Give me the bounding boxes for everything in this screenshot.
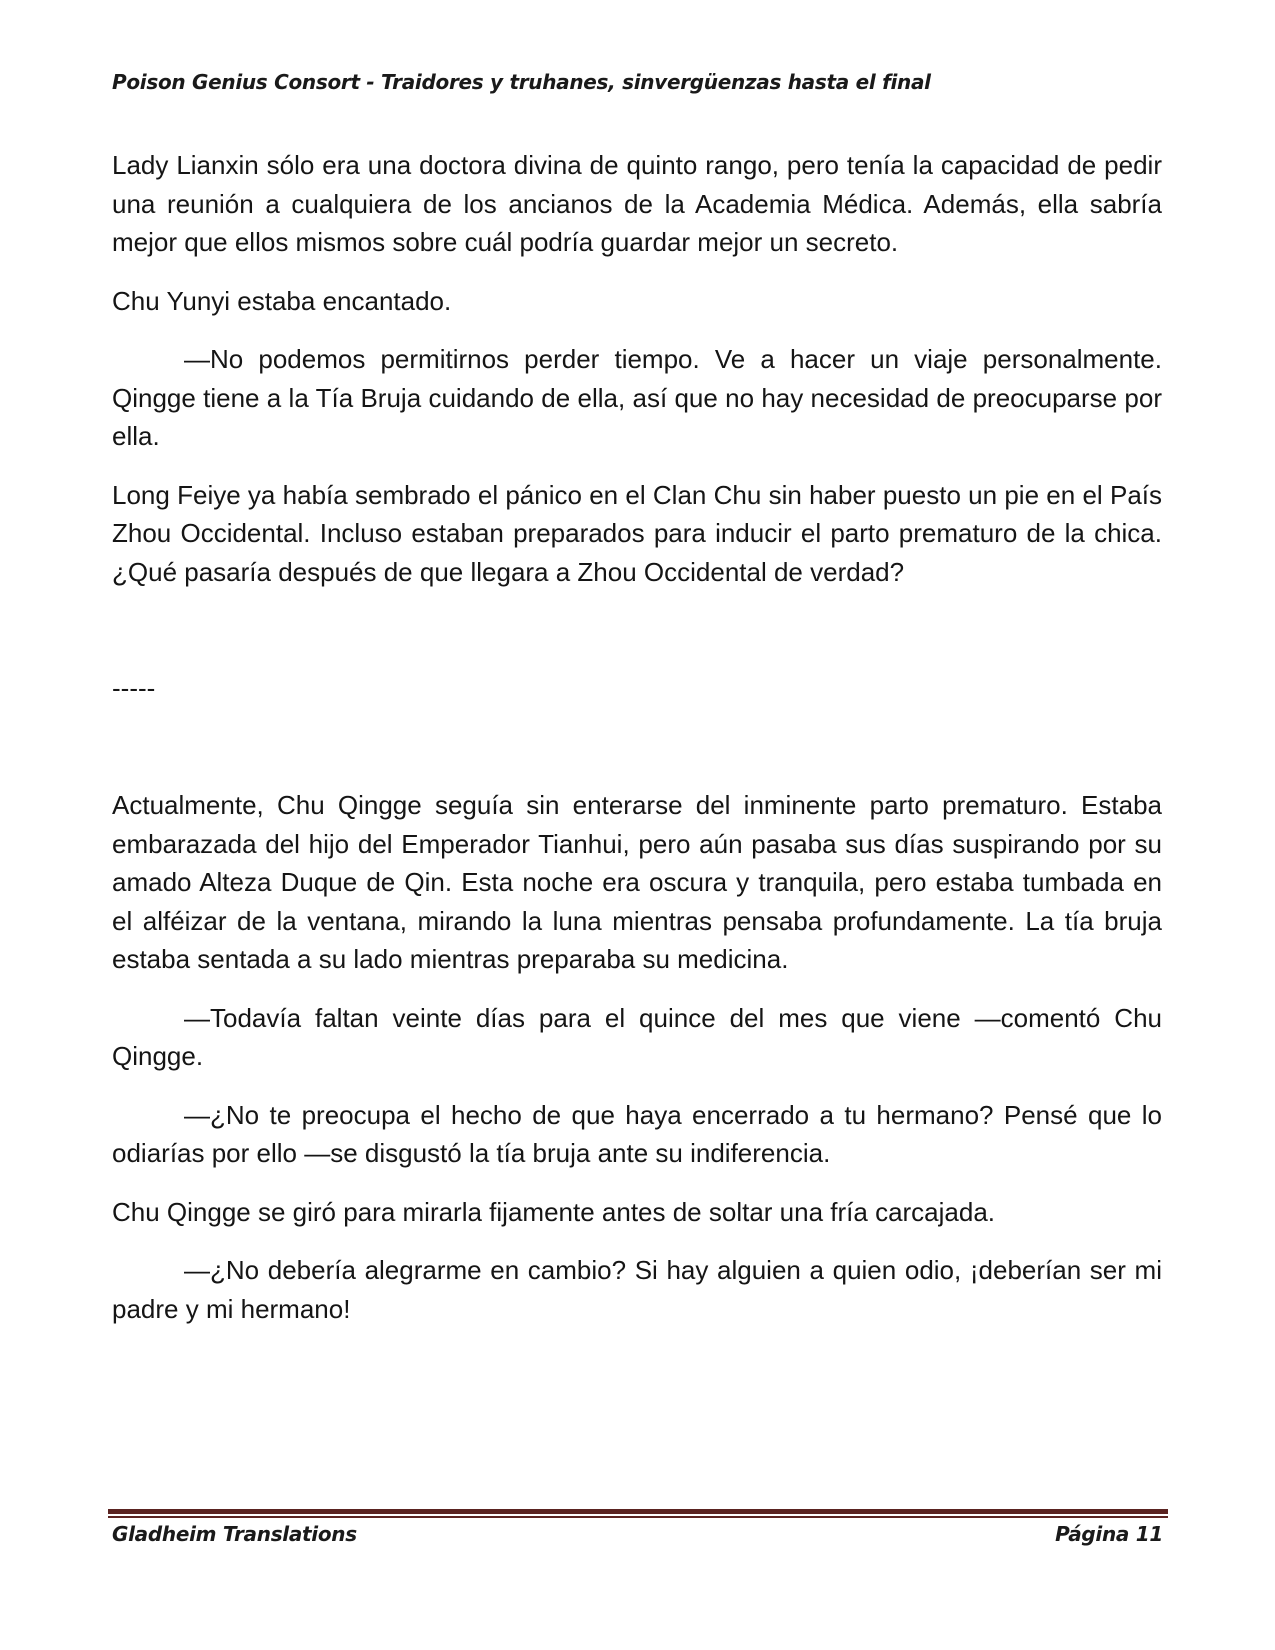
footer-page-number: Página 11 [1055,1522,1163,1546]
paragraph-4: Long Feiye ya había sembrado el pánico en el Clan Chu sin haber puesto un pie en el País Zhou Occidental. Incluso estaban preparados para inducir el parto prematuro de la chica. ¿Qué pasaría después de que llegara a Zhou Occidental de verdad? [112,479,1162,587]
paragraph-5: Actualmente, Chu Qingge seguía sin enterarse del inminente parto prematuro. Estaba embarazada del hijo del Emperador Tianhui, pero aún pasaba sus días suspirando por su amado Alteza Duque de Qin. Esta noche era oscura y tranquila, pero estaba tumbada en el alféizar de la ventana, mirando la luna mientras pensaba profundamente. La tía bruja estaba sentada a su lado mientras preparaba su medicina. [112,790,1162,974]
section-separator [112,611,1162,766]
footer-translator-name: Gladheim Translations [112,1522,357,1546]
footer-divider [108,1509,1168,1518]
footer-divider-thin-line [108,1516,1168,1518]
paragraph-7-dialogue: —¿No te preocupa el hecho de que haya encerrado a tu hermano? Pensé que lo odiarías por ello —se disgustó la tía bruja ante su indiferencia. [112,1099,1162,1168]
footer-divider-thick-line [108,1509,1168,1514]
paragraph-8: Chu Qingge se giró para mirarla fijamente antes de soltar una fría carcajada. [112,1196,996,1227]
page-header-title: Poison Genius Consort - Traidores y truhanes, sinvergüenzas hasta el final [112,70,931,94]
paragraph-1: Lady Lianxin sólo era una doctora divina de quinto rango, pero tenía la capacidad de pedir una reunión a cualquiera de los ancianos de la Academia Médica. Además, ella sabría mejor que ellos mismos sobre cuál podría guardar mejor un secreto. [112,150,1162,257]
separator-dashes: ----- [112,673,156,703]
document-body [112,146,1162,1348]
paragraph-2: Chu Yunyi estaba encantado. [112,285,452,316]
paragraph-3-dialogue: —No podemos permitirnos perder tiempo. Ve a hacer un viaje personalmente. Qingge tiene a la Tía Bruja cuidando de ella, así que no hay necesidad de preocuparse por ella. [112,344,1162,451]
paragraph-9-dialogue: —¿No debería alegrarme en cambio? Si hay alguien a quien odio, ¡deberían ser mi padre y mi hermano! [112,1255,1162,1324]
paragraph-6-dialogue: —Todavía faltan veinte días para el quince del mes que viene —comentó Chu Qingge. [112,1002,1162,1071]
